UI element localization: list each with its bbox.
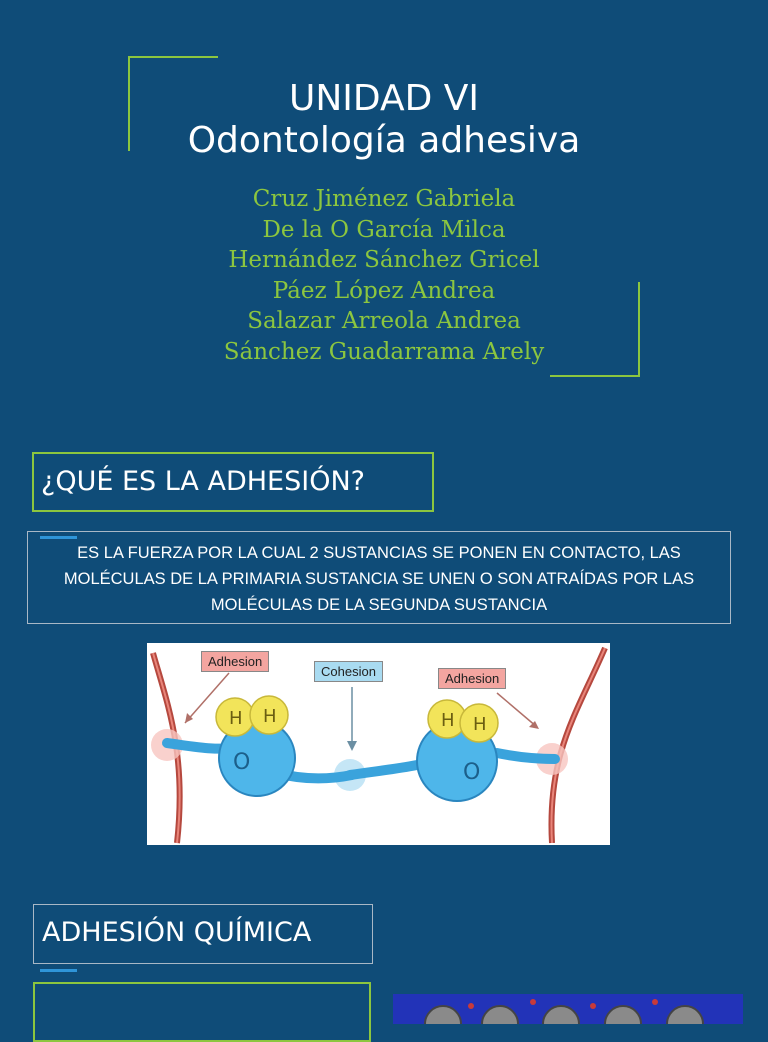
molecule-spheres: [393, 994, 743, 1024]
left-h1-label: H: [229, 708, 243, 729]
small-dot: [590, 1003, 596, 1009]
right-h1-label: H: [441, 710, 455, 731]
adhesion-cohesion-figure: [147, 643, 610, 845]
bottom-content-box: [33, 982, 371, 1042]
section-heading-box: [32, 452, 434, 512]
right-h2-label: H: [473, 714, 487, 735]
page-title: [0, 78, 768, 162]
adhesion-label-right: Adhesion: [438, 668, 506, 689]
adhesion-label-left: Adhesion: [201, 651, 269, 672]
bottom-molecules-image: [393, 994, 743, 1024]
bottom-right-bracket-horizontal: [550, 375, 640, 377]
sphere: [543, 1006, 579, 1024]
small-dot: [652, 999, 658, 1005]
sphere: [605, 1006, 641, 1024]
left-h2-label: H: [263, 706, 277, 727]
author-name: Cruz Jiménez Gabriela: [252, 186, 516, 212]
left-o-label: O: [233, 750, 251, 775]
small-dot: [468, 1003, 474, 1009]
title-line-2: Odontología adhesiva: [187, 120, 581, 161]
title-line-1: UNIDAD VI: [288, 78, 480, 119]
sphere: [425, 1006, 461, 1024]
small-dot: [530, 999, 536, 1005]
section-heading-box-2: [33, 904, 373, 964]
author-name: Salazar Arreola Andrea: [247, 308, 521, 334]
author-list: [0, 184, 768, 367]
author-name: Sánchez Guadarrama Arely: [223, 338, 545, 365]
cohesion-arrowhead: [347, 741, 357, 751]
definition-box: [27, 531, 731, 624]
right-molecule-arm-right: [497, 753, 555, 759]
sphere: [482, 1006, 518, 1024]
author-name: Páez López Andrea: [272, 277, 496, 304]
top-left-bracket-horizontal: [128, 56, 218, 58]
definition-text: ES LA FUERZA POR LA CUAL 2 SUSTANCIAS SE PONEN EN CONTACTO, LAS MOLÉCULAS DE LA PRIMARIA SUSTANCIA SE UNEN O SON ATRAÍDAS POR LAS MOLÉCULAS DE LA SEGUNDA SUSTANCIA: [63, 544, 695, 614]
right-o-label: O: [463, 760, 481, 785]
sphere: [667, 1006, 703, 1024]
author-name: Hernández Sánchez Gricel: [228, 247, 540, 273]
section-heading-adhesion: ¿QUÉ ES LA ADHESIÓN?: [41, 466, 365, 497]
section-heading-chemical-adhesion: ADHESIÓN QUÍMICA: [42, 917, 312, 948]
cohesion-label: Cohesion: [314, 661, 383, 682]
right-adhesion-arrow: [497, 693, 537, 727]
author-name: De la O García Milca: [262, 216, 506, 243]
section2-accent-bar: [40, 969, 77, 972]
